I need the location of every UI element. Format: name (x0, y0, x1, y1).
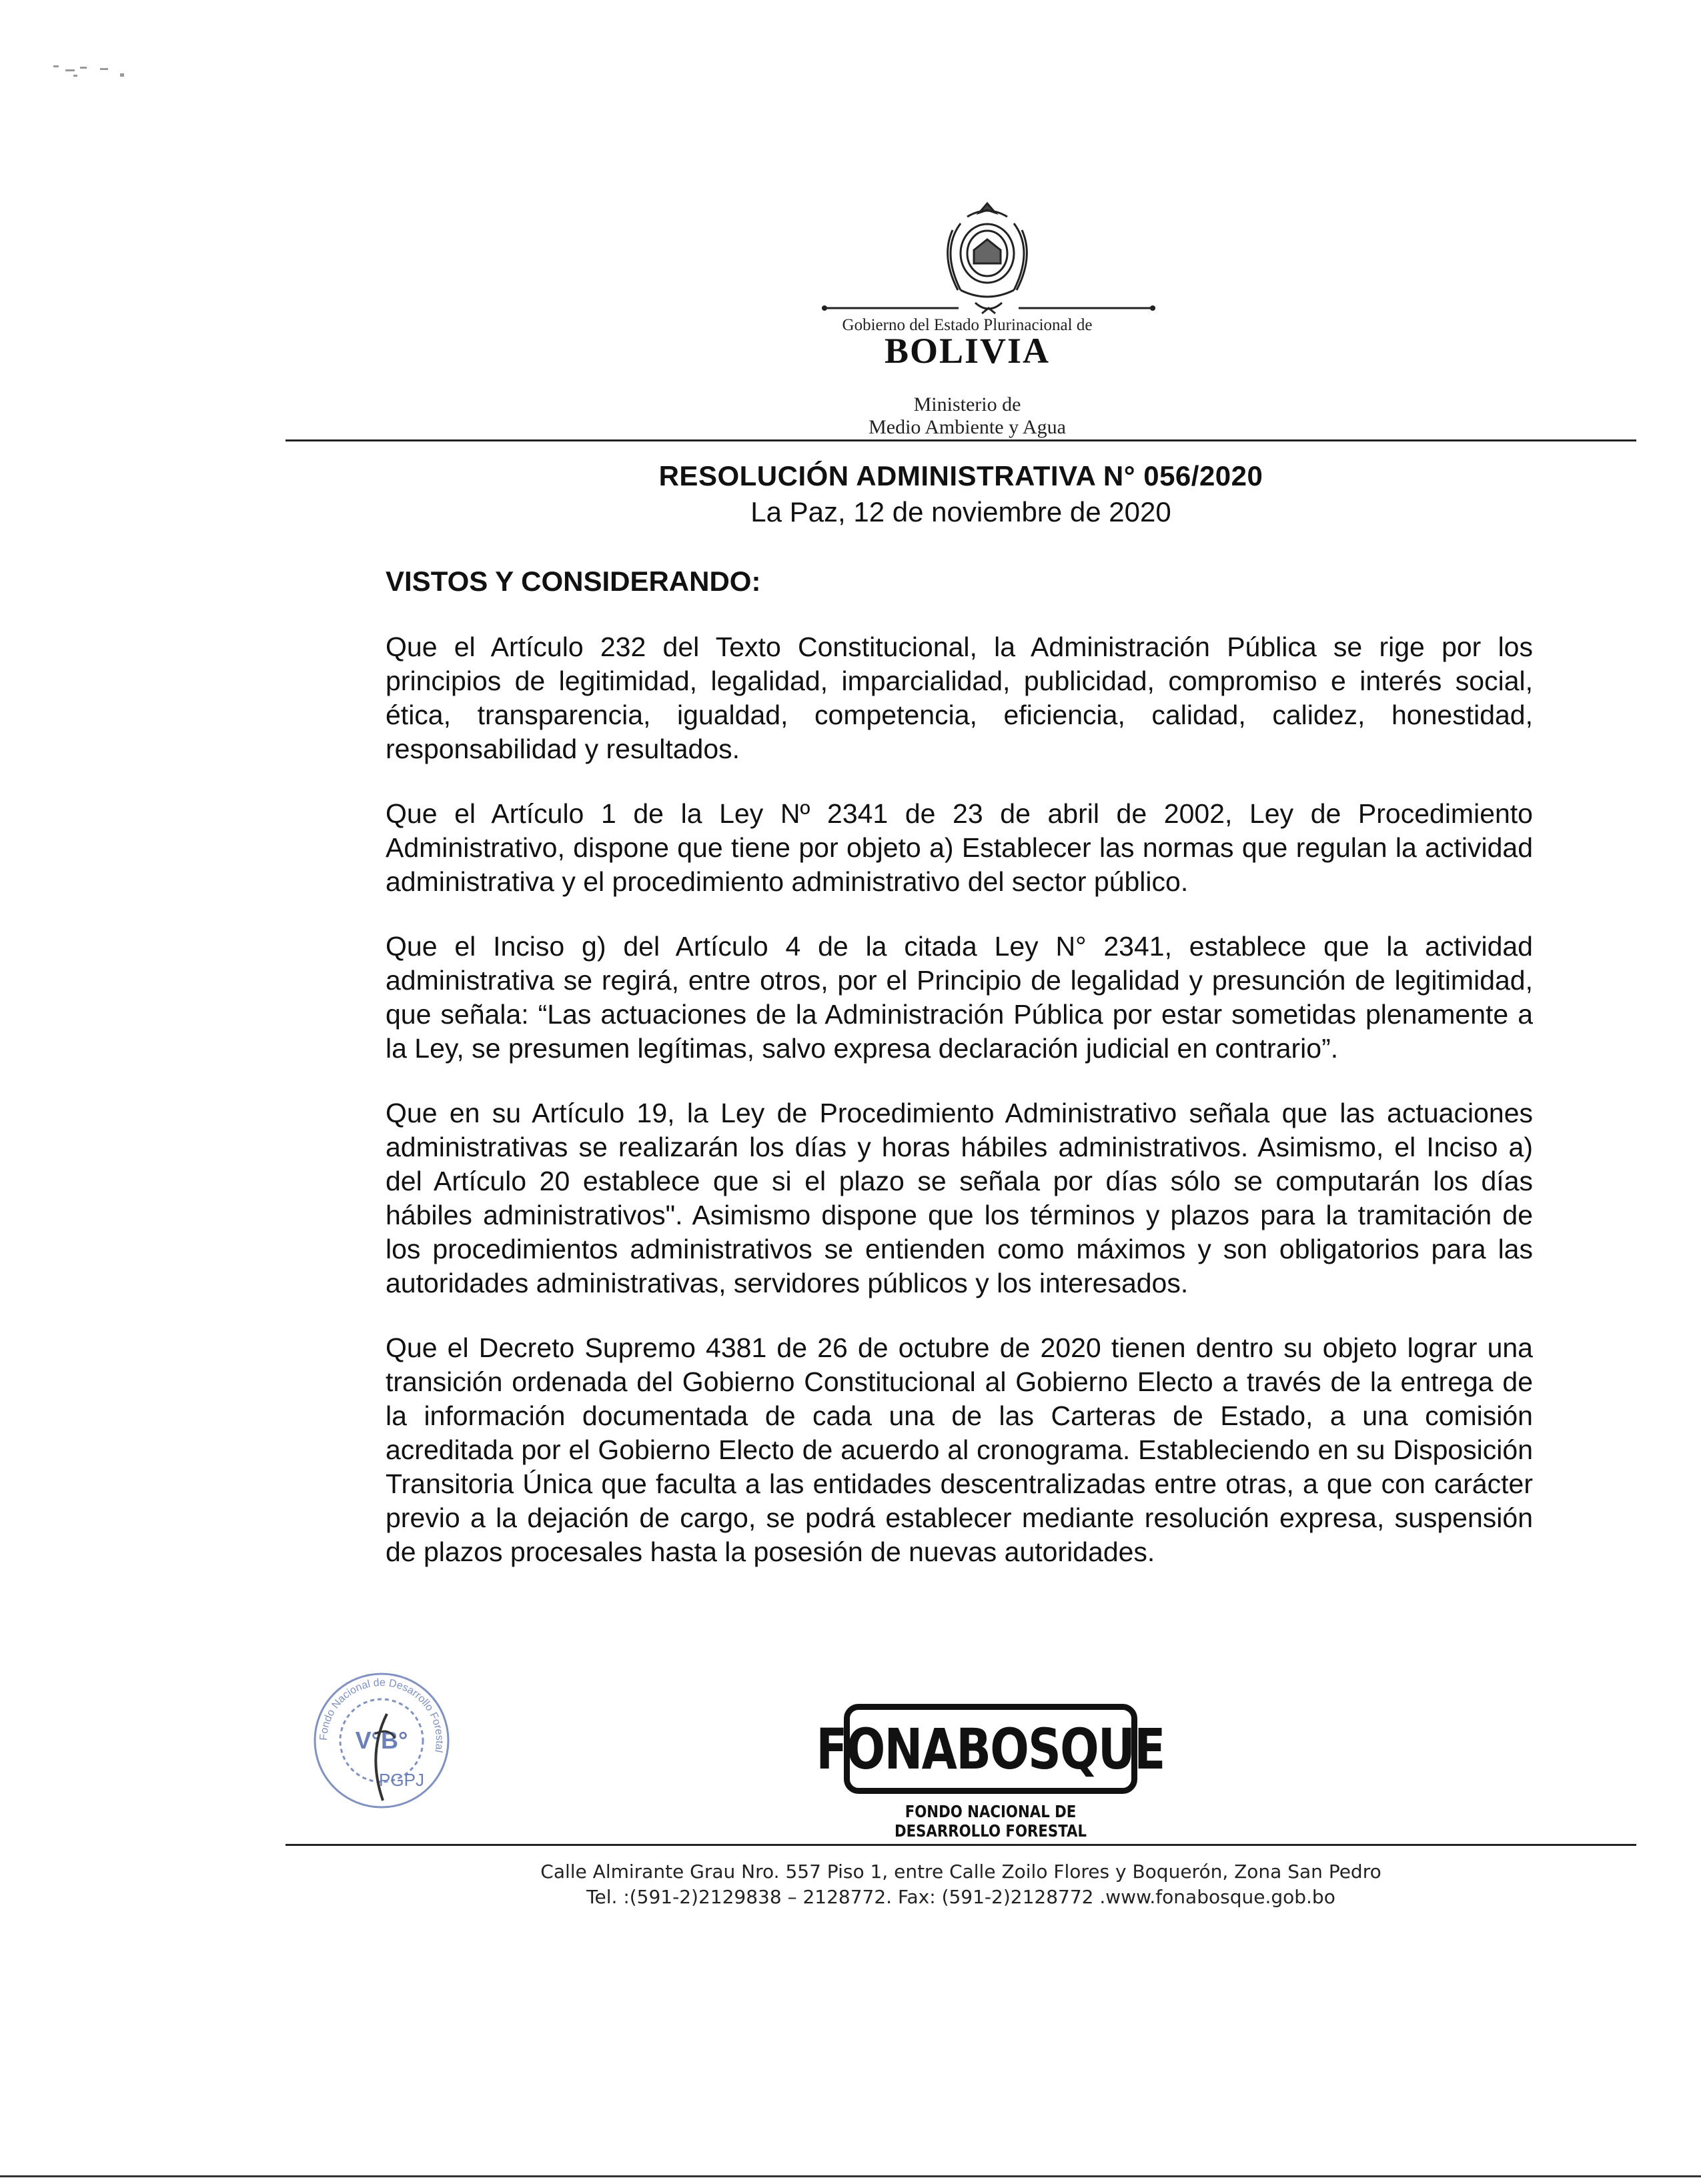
paragraph: Que el Decreto Supremo 4381 de 26 de octubre de 2020 tienen dentro su objeto lograr una transición ordenada del Gobierno Constitucional al Gobierno Electo a través de la entrega de la información documentada de cada una de las Carteras de Estado, a una comisión acreditada por el Gobierno Electo de acuerdo al cronograma. Estableciendo en su Disposición Transitoria Única que faculta a las entidades descentralizadas entre otras, a que con carácter previo a la dejación de cargo, se podrá establecer mediante resolución expresa, suspensión de plazos procesales hasta la posesión de nuevas autoridades. (386, 1332, 1533, 1567)
logo-wordmark: FONABOSQUE (816, 1716, 1165, 1782)
paragraph: Que el Artículo 232 del Texto Constitucional, la Administración Pública se rige por los principios de legitimidad, legalidad, imparcialidad, publicidad, compromiso e interés social, ética, transparencia, igualdad, competencia, eficiencia, calidad, calidez, honestidad, responsabilidad y resultados. (386, 632, 1533, 764)
resolution-title: RESOLUCIÓN ADMINISTRATIVA N° 056/2020 (658, 460, 1263, 491)
header-divider (286, 439, 1636, 441)
paragraph: Que en su Artículo 19, la Ley de Procedimiento Administrativo señala que las actuaciones administrativas se realizarán los días y horas hábiles administrativos. Asimismo, el Inciso a) del Artículo 20 establece que si el plazo se señala por días sólo se computarán los días hábiles administrativos". Asimismo dispone que los términos y plazos para la tramitación de los procedimientos administrativos se entienden como máximos y son obligatorios para las autoridades administrativas, servidores públicos y los interesados. (386, 1098, 1533, 1298)
fonabosque-logo (816, 1704, 1165, 1794)
seal-center-text: V°B° (355, 1727, 408, 1754)
footer-address: Calle Almirante Grau Nro. 557 Piso 1, entre Calle Zoilo Flores y Boquerón, Zona San Pedro (540, 1861, 1381, 1883)
approval-seal-stamp (308, 1667, 455, 1814)
letterhead-ornament-rule (822, 300, 1155, 316)
ministry-line-2: Medio Ambiente y Agua (869, 416, 1066, 438)
scan-artifact (47, 53, 193, 93)
paragraph: Que el Artículo 1 de la Ley Nº 2341 de 23 de abril de 2002, Ley de Procedimiento Administrativo, dispone que tiene por objeto a) Establecer las normas que regulan la actividad administrativa y el procedimiento administrativo del sector público. (386, 798, 1533, 897)
logo-subtitle: FONDO NACIONAL DE DESARROLLO FORESTAL (894, 1802, 1087, 1841)
document-body (386, 630, 1533, 1600)
seal-initials: PGPJ (379, 1770, 424, 1790)
resolution-date: La Paz, 12 de noviembre de 2020 (750, 496, 1171, 527)
section-heading: VISTOS Y CONSIDERANDO: (386, 566, 761, 597)
ministry-line-1: Ministerio de (913, 393, 1021, 415)
government-line: Gobierno del Estado Plurinacional de (842, 316, 1093, 334)
country-name: BOLIVIA (884, 331, 1051, 371)
seal-ring-text: Fondo Nacional de Desarrollo Forestal (318, 1677, 446, 1754)
page-edge-line (0, 2175, 1701, 2177)
footer-divider (286, 1844, 1636, 1846)
footer-contact: Tel. :(591-2)2129838 – 2128772. Fax: (591-2)2128772 .www.fonabosque.gob.bo (586, 1886, 1335, 1908)
paragraph: Que el Inciso g) del Artículo 4 de la citada Ley N° 2341, establece que la actividad administrativa se regirá, entre otros, por el Principio de legalidad y presunción de legitimidad, que señala: “Las actuaciones de la Administración Pública por estar sometidas plenamente a la Ley, se presumen legítimas, salvo expresa declaración judicial en contrario”. (386, 931, 1533, 1064)
bolivia-coat-of-arms-icon (921, 197, 1054, 310)
ministry-name (774, 393, 1161, 439)
